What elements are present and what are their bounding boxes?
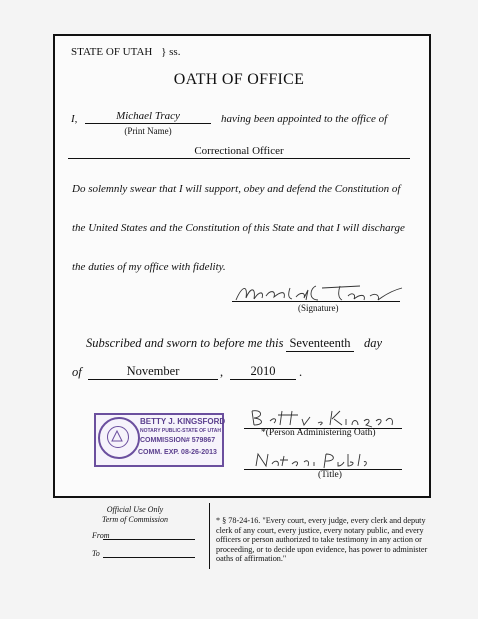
oath-line-2: the United States and the Constitution of this State and that I will discharge	[72, 222, 405, 234]
sworn-year: 2010	[250, 364, 276, 378]
appointed-text: having been appointed to the office of	[221, 113, 388, 125]
from-label: From	[92, 531, 110, 540]
day-underline	[286, 351, 354, 352]
office-title: Correctional Officer	[194, 145, 284, 157]
footer-divider	[209, 503, 210, 569]
state-header	[71, 46, 180, 58]
name-underline	[85, 123, 211, 124]
appointee-name: Michael Tracy	[116, 110, 180, 122]
of-label: of	[72, 365, 82, 379]
sworn-month: November	[126, 364, 180, 378]
administrator-signature	[248, 407, 398, 429]
notary-commission: COMMISSION# 579867	[140, 437, 216, 444]
title-handwriting	[252, 450, 370, 470]
notary-expiry: COMM. EXP. 08-26-2013	[138, 449, 217, 456]
document-title: OATH OF OFFICE	[173, 71, 305, 88]
print-name-label: (Print Name)	[124, 126, 172, 136]
subscribed-text: Subscribed and sworn to before me this	[86, 336, 284, 350]
month-underline	[88, 379, 218, 380]
signature-underline	[232, 301, 400, 302]
date-comma: ,	[220, 365, 224, 379]
signature-label: (Signature)	[298, 303, 339, 313]
notary-state-line: NOTARY PUBLIC-STATE OF UTAH	[140, 428, 222, 434]
statute-text: * § 78-24-16. "Every court, every judge, every clerk and deputy clerk of any court, every justice, every notary public, and every officers or person authorized to take testimony in any action or proceeding, or to decide upon evidence, has power to administer oaths of affirmation."	[216, 516, 428, 564]
official-use-heading	[60, 505, 210, 525]
office-underline	[68, 158, 410, 159]
oath-line-3: the duties of my office with fidelity.	[72, 261, 226, 273]
brace: }	[161, 46, 167, 58]
oath-line-1: Do solemnly swear that I will support, obey and defend the Constitution of	[72, 183, 401, 195]
to-label: To	[92, 549, 100, 558]
seal-emblem-icon	[110, 429, 124, 443]
administrator-label: *(Person Administering Oath)	[261, 428, 376, 438]
notary-name: BETTY J. KINGSFORD	[140, 417, 226, 426]
official-use-label: Official Use Only	[106, 505, 164, 514]
pronoun-label: I,	[71, 113, 78, 125]
term-of-commission-label: Term of Commission	[102, 515, 168, 524]
title-label: (Title)	[318, 470, 342, 480]
to-field-line	[103, 557, 195, 558]
day-label: day	[364, 336, 383, 350]
year-underline	[230, 379, 296, 380]
sworn-day: Seventeenth	[289, 336, 351, 350]
ss-label: ss.	[169, 46, 181, 58]
state-name: STATE OF UTAH	[71, 46, 153, 58]
date-period: .	[299, 365, 303, 379]
from-field-line	[103, 539, 195, 540]
